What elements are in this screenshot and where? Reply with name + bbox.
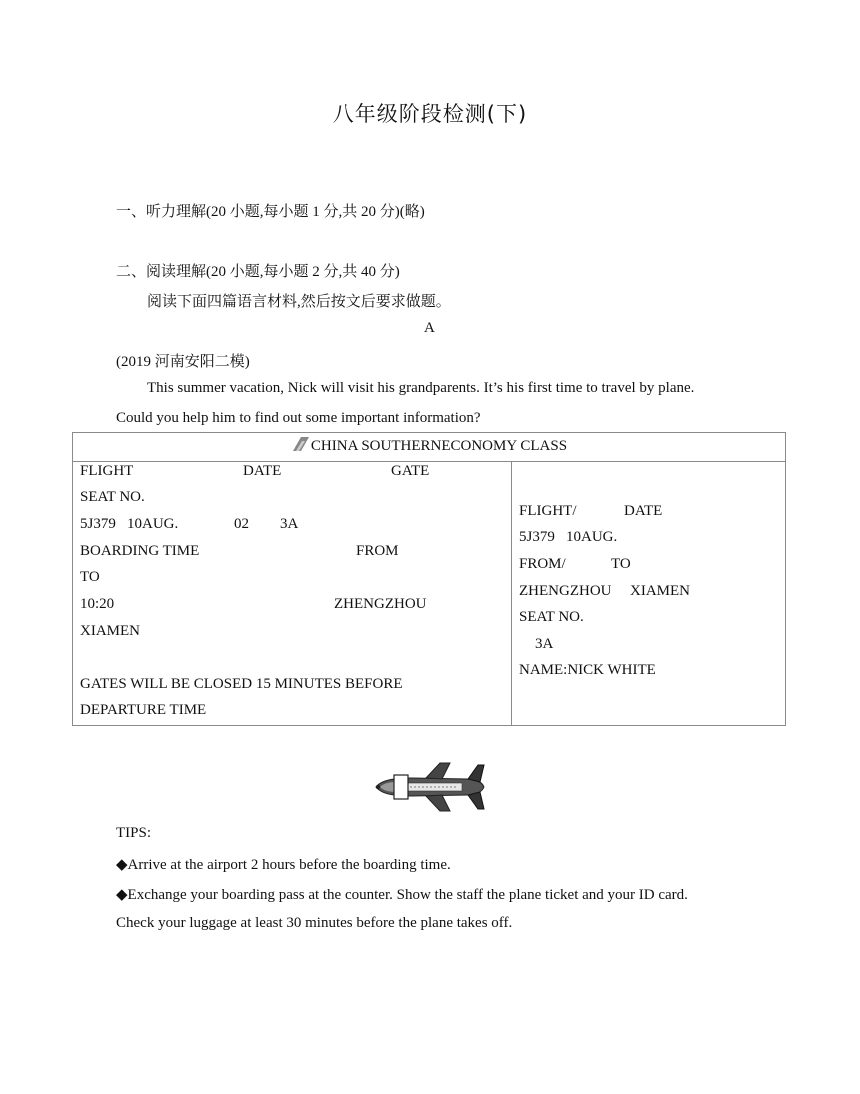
stub-to-value: XIAMEN	[630, 583, 690, 599]
stub-flight-label: FLIGHT/	[519, 503, 577, 519]
passage-letter: A	[424, 320, 435, 336]
passenger-name: NAME:NICK WHITE	[519, 662, 656, 678]
tips-heading: TIPS:	[116, 825, 152, 841]
tip-item: Check your luggage at least 30 minutes before the plane takes off.	[116, 915, 513, 931]
stub-seat-value: 3A	[535, 636, 554, 652]
section-listening: 一、听力理解(20 小题,每小题 1 分,共 20 分)(略)	[116, 204, 425, 220]
from-label: FROM	[356, 543, 399, 559]
to-label: TO	[80, 569, 100, 585]
gate-label: GATE	[391, 463, 430, 479]
gate-notice-line2: DEPARTURE TIME	[80, 702, 207, 718]
boarding-pass-header	[73, 433, 785, 462]
passage-source: (2019 河南安阳二模)	[116, 354, 250, 370]
stub-seat-label: SEAT NO.	[519, 609, 584, 625]
seat-value: 3A	[280, 516, 299, 532]
stub-to-label: TO	[611, 556, 631, 572]
stub-from-label: FROM/	[519, 556, 566, 572]
boarding-pass	[72, 432, 786, 726]
page-title: 八年级阶段检测(下)	[332, 102, 528, 126]
ticket-class-label: CHINA SOUTHERNECONOMY CLASS	[310, 438, 568, 454]
from-value: ZHENGZHOU	[334, 596, 427, 612]
flight-value: 5J379	[80, 516, 116, 532]
passage-intro-line1: This summer vacation, Nick will visit his grandparents. It’s his first time to travel by plane.	[147, 380, 695, 396]
reading-instruction: 阅读下面四篇语言材料,然后按文后要求做题。	[147, 294, 451, 310]
airplane-icon	[372, 762, 488, 812]
date-value: 10AUG.	[127, 516, 179, 532]
flight-label: FLIGHT	[80, 463, 134, 479]
stub-date-value: 10AUG.	[566, 529, 618, 545]
stub-flight-value: 5J379	[519, 529, 555, 545]
gate-value: 02	[234, 516, 249, 532]
tip-item: ◆Exchange your boarding pass at the counter. Show the staff the plane ticket and your ID card.	[116, 887, 688, 903]
ticket-stub-divider	[511, 461, 512, 725]
to-value: XIAMEN	[80, 623, 140, 639]
airline-logo-icon	[291, 437, 309, 451]
passage-intro-line2: Could you help him to find out some important information?	[116, 410, 481, 426]
section-reading: 二、阅读理解(20 小题,每小题 2 分,共 40 分)	[116, 264, 400, 280]
boarding-time-label: BOARDING TIME	[80, 543, 200, 559]
tip-item: ◆Arrive at the airport 2 hours before the boarding time.	[116, 857, 451, 873]
gate-notice-line1: GATES WILL BE CLOSED 15 MINUTES BEFORE	[80, 676, 403, 692]
stub-date-label: DATE	[624, 503, 663, 519]
stub-from-value: ZHENGZHOU	[519, 583, 612, 599]
date-label: DATE	[243, 463, 282, 479]
boarding-time-value: 10:20	[80, 596, 115, 612]
seat-label: SEAT NO.	[80, 489, 145, 505]
